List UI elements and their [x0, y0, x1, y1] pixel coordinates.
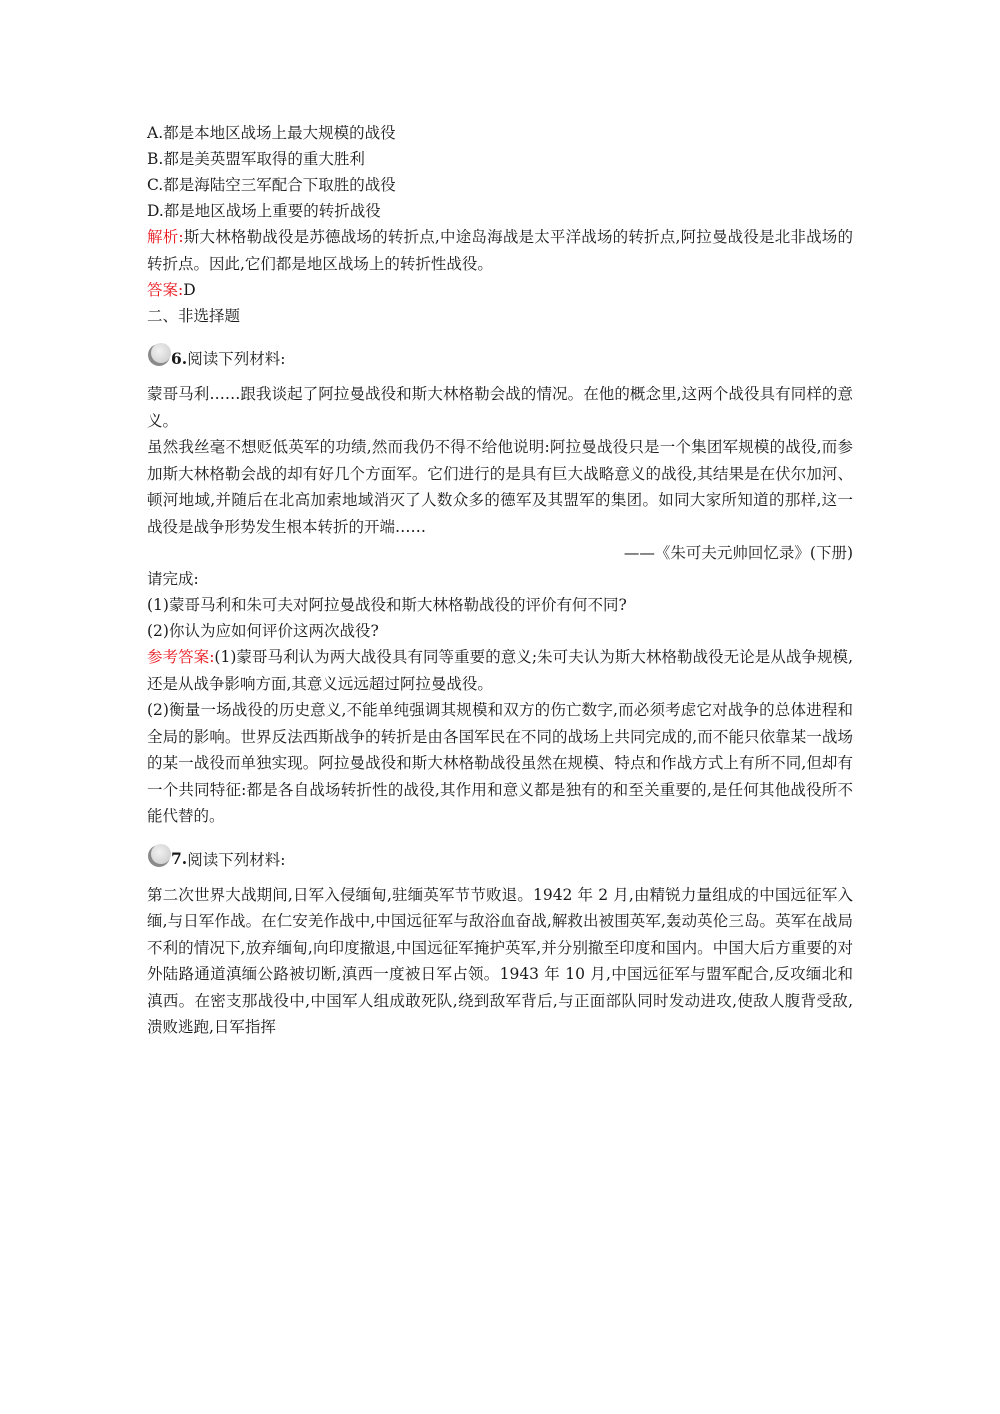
analysis-label: 解析:	[147, 228, 184, 246]
question-7-title: 阅读下列材料:	[187, 850, 286, 869]
sub-question-1: (1)蒙哥马利和朱可夫对阿拉曼战役和斯大林格勒战役的评价有何不同?	[147, 596, 627, 614]
document-page	[147, 120, 853, 1041]
sub-question-2: (2)你认为应如何评价这两次战役?	[147, 622, 379, 640]
material-paragraph-1: 第二次世界大战期间,日军入侵缅甸,驻缅英军节节败退。1942 年 2 月,由精锐力量组成的中国远征军入缅,与日军作战。在仁安羌作战中,中国远征军与敌浴血奋战,解救出被围英军,轰动英伦三岛。英军在战局不利的情况下,放弃缅甸,向印度撤退,中国远征军掩护英军,并分别撤至印度和国内。中国大后方重要的对外陆路通道滇缅公路被切断,滇西一度被日军占领。1943 年 10 月,中国远征军与盟军配合,反攻缅北和滇西。在密支那战役中,中国军人组成敢死队,绕到敌军背后,与正面部队同时发动进攻,使敌人腹背受敌,溃败逃跑,日军指挥	[147, 885, 853, 1036]
choice-options	[147, 120, 853, 224]
analysis	[147, 224, 853, 277]
question-6-material	[147, 381, 853, 566]
question-7-number: 7.	[171, 849, 188, 868]
material-source: ——《朱可夫元帅回忆录》(下册)	[623, 544, 853, 562]
circle-bullet-icon	[148, 344, 170, 366]
answer-value: D	[183, 281, 196, 299]
reference-answer-label: 参考答案:	[147, 648, 215, 666]
section-title: 二、非选择题	[147, 307, 241, 325]
option-a: A.都是本地区战场上最大规模的战役	[147, 124, 396, 142]
question-6-prompt: 请完成:	[147, 570, 199, 588]
question-7-heading	[148, 844, 853, 874]
answer-label: 答案:	[147, 281, 184, 299]
reference-answer-text-1: (1)蒙哥马利认为两大战役具有同等重要的意义;朱可夫认为斯大林格勒战役无论是从战争规模,还是从战争影响方面,其意义远远超过阿拉曼战役。	[147, 648, 853, 693]
material-paragraph-2: 虽然我丝毫不想贬低英军的功绩,然而我仍不得不给他说明:阿拉曼战役只是一个集团军规模的战役,而参加斯大林格勒会战的却有好几个方面军。它们进行的是具有巨大战略意义的战役,其结果是在伏尔加河、顿河地域,并随后在北高加索地域消灭了人数众多的德军及其盟军的集团。如同大家所知道的那样,这一战役是战争形势发生根本转折的开端……	[147, 438, 853, 536]
reference-answer-part-2: (2)衡量一场战役的历史意义,不能单纯强调其规模和双方的伤亡数字,而必须考虑它对战争的总体进程和全局的影响。世界反法西斯战争的转折是由各国军民在不同的战场上共同完成的,而不能只依靠某一战场的某一战役而单独实现。阿拉曼战役和斯大林格勒战役虽然在规模、特点和作战方式上有所不同,但却有一个共同特征:都是各自战场转折性的战役,其作用和意义都是独有的和至关重要的,是任何其他战役所不能代替的。	[147, 701, 853, 825]
option-b: B.都是美英盟军取得的重大胜利	[147, 150, 365, 168]
question-6-title: 阅读下列材料:	[187, 350, 286, 368]
reference-answer-part-1	[147, 644, 853, 697]
option-d: D.都是地区战场上重要的转折战役	[147, 202, 381, 220]
circle-bullet-icon	[148, 845, 170, 867]
question-7-material	[147, 882, 853, 1041]
answer	[147, 277, 853, 303]
option-c: C.都是海陆空三军配合下取胜的战役	[147, 176, 396, 194]
question-6-heading	[148, 343, 853, 373]
analysis-text: 斯大林格勒战役是苏德战场的转折点,中途岛海战是太平洋战场的转折点,阿拉曼战役是北非战场的转折点。因此,它们都是地区战场上的转折性战役。	[147, 228, 854, 273]
question-6-number: 6.	[171, 348, 188, 368]
material-paragraph-1: 蒙哥马利……跟我谈起了阿拉曼战役和斯大林格勒会战的情况。在他的概念里,这两个战役具有同样的意义。	[147, 385, 853, 430]
